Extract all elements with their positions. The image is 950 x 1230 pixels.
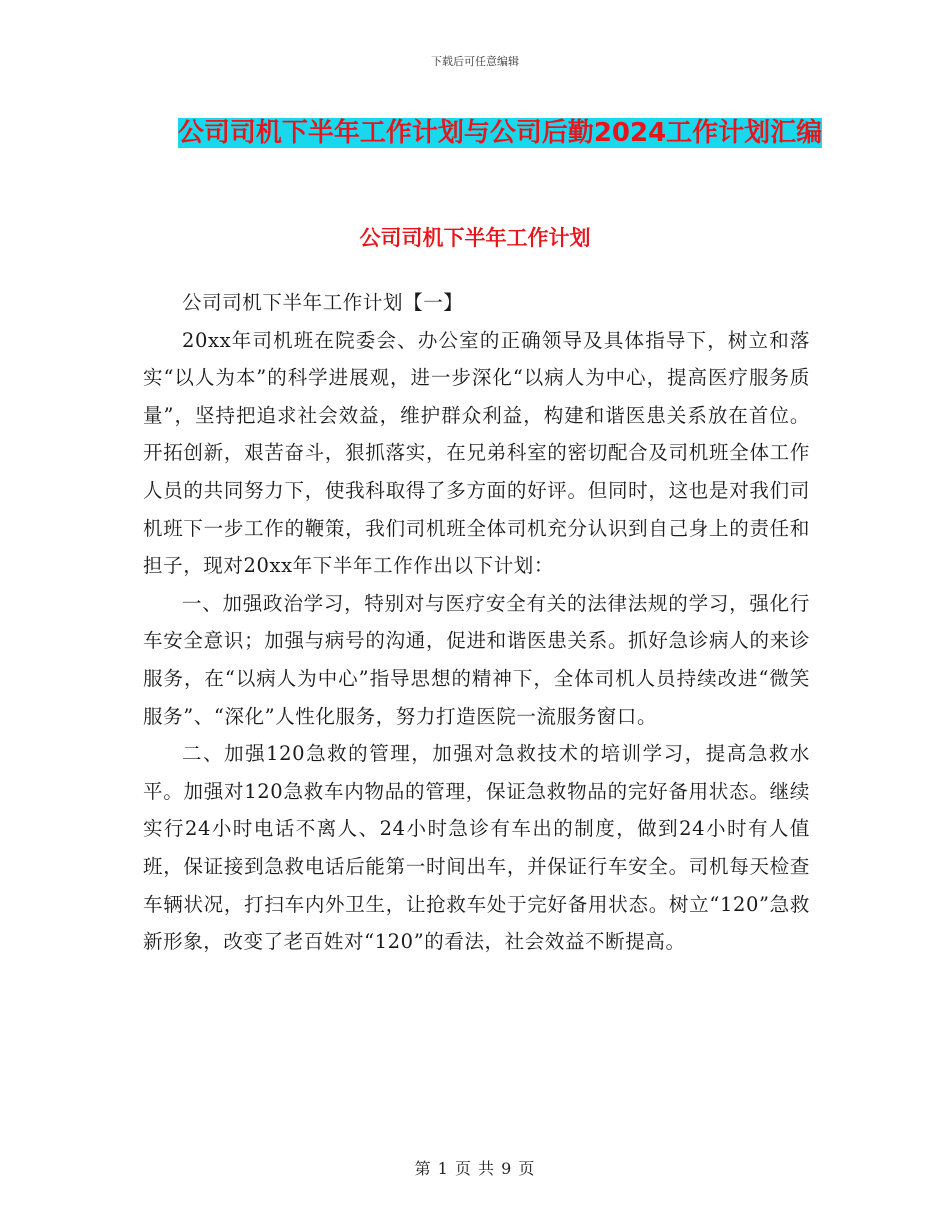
paragraph-subheading: 公司司机下半年工作计划【一】 — [182, 291, 464, 314]
header-note: 下载后可任意编辑 — [431, 55, 519, 68]
paragraph: 二、加强120急救的管理，加强对急救技术的培训学习，提高急救水平。加强对120急救车内物品的管理，保证急救物品的完好备用状态。继续实行24小时电话不离人、24小时急诊有车出的制度，做到24小时有人值班，保证接到急救电话后能第一时间出车，并保证行车安全。司机每天检查车辆状况，打扫车内外卫生，让抢救车处于完好备用状态。树立“120”急救新形象，改变了老百姓对“120”的看法，社会效益不断提高。 — [143, 742, 810, 954]
document-title — [170, 108, 830, 158]
section-title: 公司司机下半年工作计划 — [359, 226, 591, 250]
document-body — [143, 284, 810, 961]
paragraph: 一、加强政治学习，特别对与医疗安全有关的法律法规的学习，强化行车安全意识；加强与病号的沟通，促进和谐医患关系。抓好急诊病人的来诊服务，在“以病人为中心”指导思想的精神下，全体司机人员持续改进“微笑服务”、“深化”人性化服务，努力打造医院一流服务窗口。 — [143, 591, 810, 728]
paragraph: 20xx年司机班在院委会、办公室的正确领导及具体指导下，树立和落实“以人为本”的科学进展观，进一步深化“以病人为中心，提高医疗服务质量”，坚持把追求社会效益，维护群众利益，构建和谐医患关系放在首位。开拓创新，艰苦奋斗，狠抓落实，在兄弟科室的密切配合及司机班全体工作人员的共同努力下，使我科取得了多方面的好评。但同时，这也是对我们司机班下一步工作的鞭策，我们司机班全体司机充分认识到自己身上的责任和担子，现对20xx年下半年工作作出以下计划： — [143, 328, 810, 578]
document-title-text: 公司司机下半年工作计划与公司后勤2024工作计划汇编 — [177, 118, 823, 148]
page-number: 第 1 页 共 9 页 — [414, 1159, 536, 1178]
